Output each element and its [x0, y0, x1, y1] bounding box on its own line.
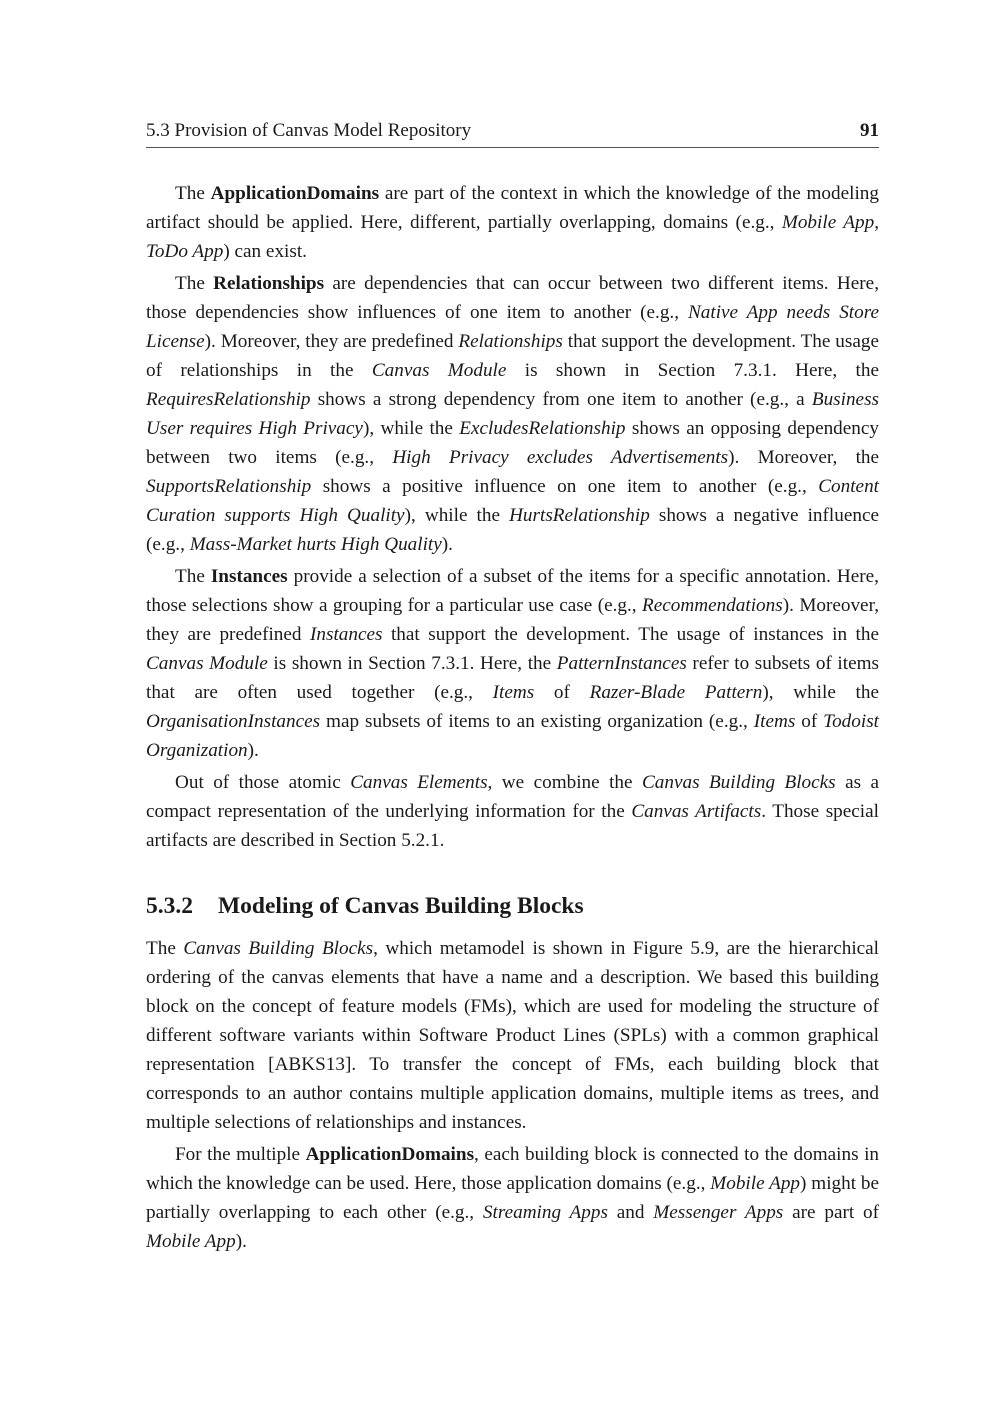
italic-term: SupportsRelationship — [146, 476, 312, 497]
text-run: of — [795, 711, 824, 732]
text-run: as a compact representation of the underlying information for the — [146, 772, 880, 822]
italic-term: Mobile App — [146, 1231, 236, 1252]
text-run: ). — [247, 740, 259, 761]
text-run: The — [175, 273, 214, 294]
paragraph-multiple-domains — [146, 1140, 879, 1256]
italic-term: Streaming Apps — [482, 1202, 608, 1223]
text-run: ). — [441, 534, 453, 555]
text-run: For the multiple — [175, 1144, 306, 1165]
italic-term: Mass-Market hurts High Quality — [189, 534, 442, 555]
bold-term: ApplicationDomains — [305, 1144, 475, 1165]
text-run: ). Moreover, the — [728, 447, 880, 468]
text-run: The — [175, 566, 211, 587]
paragraph-application-domains — [146, 179, 879, 266]
italic-term: Items — [753, 711, 796, 732]
text-run: shows a positive influence on one item to another (e.g., — [311, 476, 819, 497]
text-run: ) might be partially overlapping to each other (e.g., — [146, 1173, 879, 1223]
italic-term: Items — [492, 682, 535, 703]
text-run: , we combine the — [487, 772, 642, 793]
text-run: ). Moreover, they are predefined — [146, 595, 879, 645]
italic-term: Todoist Organization — [146, 711, 879, 761]
text-run: . Those special artifacts are described in Section 5.2.1. — [146, 801, 879, 851]
text-run: ) can exist. — [223, 241, 307, 262]
paragraph-atomic-elements — [146, 768, 879, 855]
text-run: ), while the — [362, 418, 460, 439]
page-number: 91 — [860, 120, 879, 141]
bold-term: Relationships — [213, 273, 325, 294]
italic-term: ExcludesRelationship — [459, 418, 626, 439]
text-run: refer to subsets of items that are often used together (e.g., — [146, 653, 879, 703]
text-run: The — [175, 183, 211, 204]
body-text — [146, 179, 879, 1259]
running-header — [146, 120, 879, 148]
text-run: ), while the — [762, 682, 879, 703]
italic-term: High Privacy excludes Advertisements — [392, 447, 729, 468]
text-run: are dependencies that can occur between two different items. Here, those dependencies show influences of one item to another (e.g., — [146, 273, 879, 323]
text-run: The — [146, 938, 184, 959]
text-run: Out of those atomic — [175, 772, 351, 793]
text-run: ). — [235, 1231, 247, 1252]
italic-term: Canvas Module — [371, 360, 507, 381]
italic-term: Mobile App — [710, 1173, 801, 1194]
italic-term: Canvas Building Blocks — [641, 772, 836, 793]
section-title: Modeling of Canvas Building Blocks — [218, 893, 584, 919]
text-run: and — [607, 1202, 654, 1223]
italic-term: OrganisationInstances — [146, 711, 321, 732]
italic-term: Canvas Module — [146, 653, 268, 674]
italic-term: Native App needs Store License — [146, 302, 879, 352]
text-run: shows a strong dependency from one item to another (e.g., a — [310, 389, 812, 410]
text-run: map subsets of items to an existing organization (e.g., — [320, 711, 754, 732]
italic-term: HurtsRelationship — [509, 505, 650, 526]
section-heading — [146, 891, 879, 921]
italic-term: RequiresRelationship — [146, 389, 311, 410]
text-run: ), while the — [404, 505, 510, 526]
paragraph-instances — [146, 562, 879, 765]
text-run: of — [534, 682, 590, 703]
text-run: that support the development. The usage of relationships in the — [146, 331, 879, 381]
section-number: 5.3.2 — [146, 893, 193, 919]
italic-term: ToDo App — [146, 241, 224, 262]
text-run: , which metamodel is shown in Figure 5.9, are the hierarchical ordering of the canvas elements that have a name and a description. We based this building block on the concept of feature models (FMs), which are used for modeling the structure of different software variants within Software Product Lines (SPLs) with a common graphical representation [ABKS13]. To transfer the concept of FMs, each building block that corresponds to an author contains multiple application domains, multiple items as trees, and multiple selections of relationships and instances. — [146, 938, 880, 1133]
italic-term: Relationships — [458, 331, 563, 352]
italic-term: PatternInstances — [556, 653, 687, 674]
italic-term: Business User requires High Privacy — [146, 389, 879, 439]
text-run: ). Moreover, they are predefined — [204, 331, 459, 352]
text-run: , each building block is connected to the domains in which the knowledge can be used. Here, those application domains (e.g., — [146, 1144, 879, 1194]
italic-term: Content Curation supports High Quality — [146, 476, 879, 526]
text-run: shows a negative influence (e.g., — [146, 505, 879, 555]
italic-term: Canvas Building Blocks — [183, 938, 374, 959]
italic-term: Instances — [310, 624, 383, 645]
running-header-title: 5.3 Provision of Canvas Model Repository — [146, 120, 472, 141]
text-run: , — [874, 212, 879, 233]
bold-term: Instances — [210, 566, 288, 587]
italic-term: Recommendations — [642, 595, 783, 616]
italic-term: Canvas Elements — [350, 772, 488, 793]
text-run: are part of — [783, 1202, 879, 1223]
text-run: is shown in Section 7.3.1. Here, the — [267, 653, 557, 674]
italic-term: Razer-Blade Pattern — [589, 682, 763, 703]
bold-term: ApplicationDomains — [210, 183, 380, 204]
italic-term: Messenger Apps — [653, 1202, 784, 1223]
italic-term: Canvas Artifacts — [631, 801, 762, 822]
text-run: that support the development. The usage of instances in the — [382, 624, 879, 645]
text-run: shows an opposing dependency between two items (e.g., — [146, 418, 879, 468]
italic-term: Mobile App — [781, 212, 875, 233]
text-run: is shown in Section 7.3.1. Here, the — [506, 360, 880, 381]
text-run: provide a selection of a subset of the items for a specific annotation. Here, those selections show a grouping for a particular use case (e.g., — [146, 566, 879, 616]
paragraph-relationships — [146, 269, 879, 559]
text-run: are part of the context in which the knowledge of the modeling artifact should be applied. Here, different, partially overlapping, domains (e.g., — [146, 183, 879, 233]
paragraph-building-blocks-intro — [146, 934, 879, 1137]
